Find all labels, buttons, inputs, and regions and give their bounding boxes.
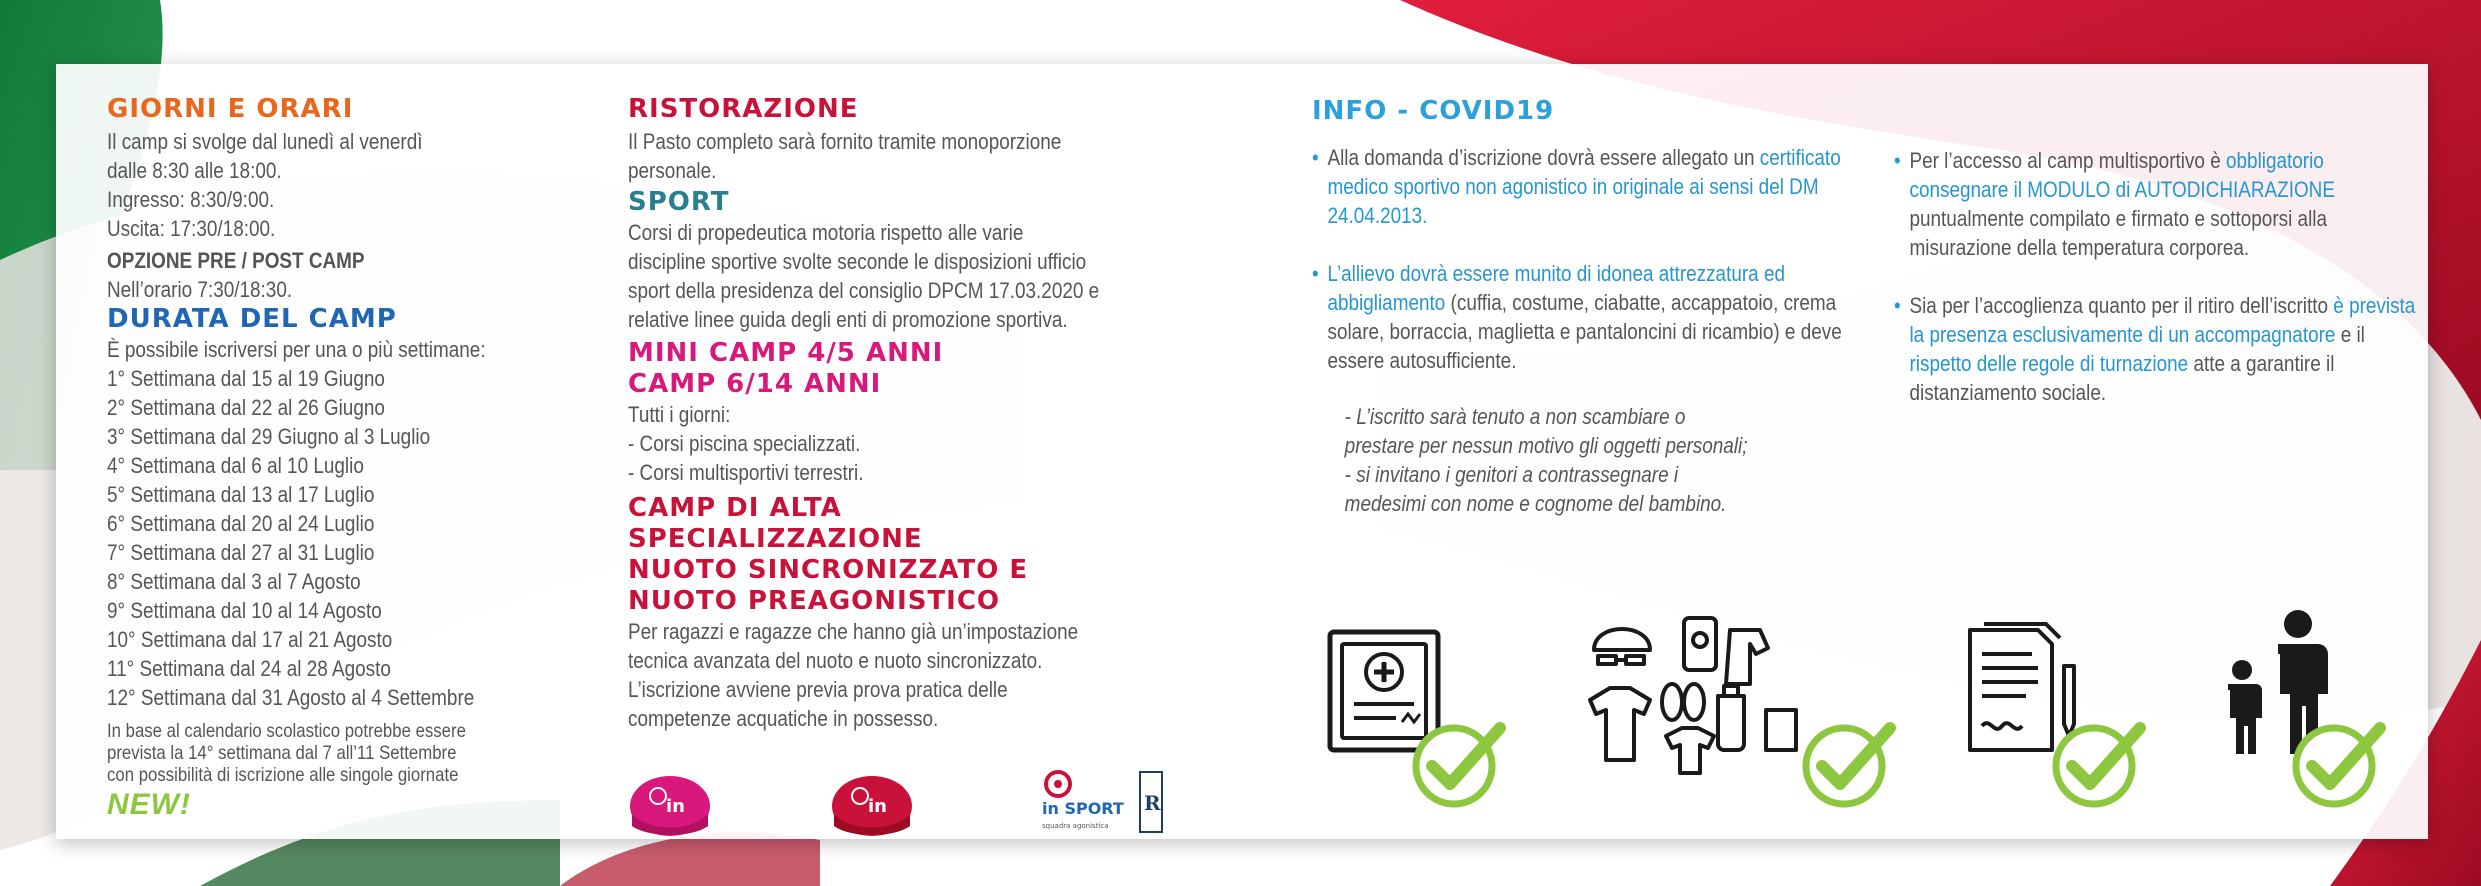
ristorazione-text [628,127,1187,185]
cap-logo-text: in [666,796,685,817]
week-item: 2° Settimana dal 22 al 26 Giugno [107,395,385,420]
bullet-highlight: è prevista la presenza esclusivamente di un accompagnatore [1909,293,2416,347]
covid-bullet-1 [1312,143,1843,230]
bullet-highlight: certificato medico sportivo non agonistico in originale ai sensi del DM 24.04.2013. [1327,145,1841,228]
text-line: competenze acquatiche in possesso. [628,706,939,731]
access-bullet-2 [1894,291,2419,407]
giorni-orari-title: GIORNI E ORARI [107,94,354,124]
giorni-line: dalle 8:30 alle 18:00. [107,158,282,183]
bullet-highlight: L’allievo dovrà essere munito di idonea attrezzatura ed abbigliamento [1327,261,1785,315]
text-line: Il Pasto completo sarà fornito tramite monoporzione [628,129,1062,154]
covid-title: INFO - COVID19 [1312,96,1555,126]
ristorazione-title: RISTORAZIONE [628,94,859,124]
week-item: 11° Settimana dal 24 al 28 Agosto [107,656,391,681]
text-line: personale. [628,158,717,183]
sport-title: SPORT [628,187,730,217]
swim-cap-logo-2 [830,766,914,836]
note-line: medesimi con nome e cognome del bambino. [1344,491,1727,516]
alta-title-line: NUOTO SINCRONIZZATO E [628,555,1029,585]
new-label: NEW! [107,788,191,821]
text-line: - Corsi multisportivi terrestri. [628,460,864,485]
column-activities [628,94,1188,733]
text-line: tecnica avanzata del nuoto e nuoto sincronizzato. [628,648,1043,673]
week-item: 5° Settimana dal 13 al 17 Luglio [107,482,375,507]
camp-title: CAMP 6/14 ANNI [628,369,882,399]
bullet-text: (cuffia, costume, ciabatte, accappatoio, crema solare, borraccia, maglietta e pantaloncini di ricambio) e deve essere autosufficiente. [1327,290,1842,373]
text-line: - Corsi piscina specializzati. [628,431,861,456]
personal-items-icon [1580,610,1820,780]
text-line: Per ragazzi e ragazze che hanno già un’impostazione [628,619,1079,644]
durata-intro: È possibile iscriversi per una o più settimane: [107,337,486,362]
covid-note [1312,402,1821,518]
alta-text [628,617,1187,733]
sport-text [628,218,1187,334]
note-line: prestare per nessun motivo gli oggetti personali; [1344,433,1748,458]
note-line: - si invitano i genitori a contrassegnare i [1344,462,1679,487]
text-line: Tutti i giorni: [628,402,731,427]
bullet-text: Per l’accesso al camp multisportivo è [1909,148,2221,173]
giorni-orari-text [107,127,586,243]
week-item: 12° Settimana dal 31 Agosto al 4 Settembre [107,685,475,710]
insport-logo-text: in SPORT [1042,799,1124,818]
column-schedule [107,94,587,822]
week-item: 7° Settimana dal 27 al 31 Luglio [107,540,375,565]
bullet-text: Sia per l’accoglienza quanto per il ritiro dell’iscritto [1909,293,2329,318]
opzione-title: OPZIONE PRE / POST CAMP [107,248,365,273]
bullet-text: e il [2340,322,2365,347]
giorni-line: Il camp si svolge dal lunedì al venerdì [107,129,423,154]
durata-title: DURATA DEL CAMP [107,304,397,334]
green-check-icon [1410,722,1506,808]
text-line: discipline sportive svolte seconde le disposizioni ufficio [628,249,1087,274]
note-line: con possibilità di iscrizione alle singole giornate [107,764,459,786]
insport-logo-sub: squadra agonistica [1042,822,1109,830]
text-line: sport della presidenza del consiglio DPCM 17.03.2020 e [628,278,1100,303]
alta-title-line: NUOTO PREAGONISTICO [628,586,1001,616]
giorni-line: Uscita: 17:30/18:00. [107,216,276,241]
opzione-text: Nell’orario 7:30/18:30. [107,277,293,302]
week-item: 3° Settimana dal 29 Giugno al 3 Luglio [107,424,431,449]
column-access [1894,146,2416,407]
bullet-highlight: rispetto delle regole di turnazione [1909,351,2189,376]
access-bullet-1 [1894,146,2419,262]
bullet-text: puntualmente compilato e firmato e sottoporsi alla misurazione della temperatura corporea. [1909,206,2327,260]
week-item: 4° Settimana dal 6 al 10 Luglio [107,453,364,478]
covid-bullet-2 [1312,259,1843,375]
r-logo-text: R [1144,791,1161,815]
cap-logo-text: in [868,796,887,817]
week-item: 9° Settimana dal 10 al 14 Agosto [107,598,382,623]
note-line: prevista la 14° settimana dal 7 all’11 Settembre [107,742,457,764]
alta-title-line: CAMP DI ALTA [628,493,842,523]
minicamp-title: MINI CAMP 4/5 ANNI [628,338,944,368]
bullet-text: atte a garantire il distanziamento sociale. [1909,351,2335,405]
column-covid [1312,96,1842,518]
text-line: L’iscrizione avviene previa prova pratica delle [628,677,1008,702]
bullet-highlight: obbligatorio consegnare il MODULO di AUTODICHIARAZIONE [1909,148,2335,202]
week-item: 6° Settimana dal 20 al 24 Luglio [107,511,375,536]
alta-title [628,493,1188,617]
camp-text [628,400,1187,487]
weeks-list [107,364,586,712]
green-check-icon [2050,722,2146,808]
swim-cap-logo-1 [628,766,712,836]
note-line: In base al calendario scolastico potrebbe essere [107,720,466,742]
text-line: Corsi di propedeutica motoria rispetto alle varie [628,220,1024,245]
bullet-text: Alla domanda d’iscrizione dovrà essere allegato un [1327,145,1755,170]
note-line: - L’iscritto sarà tenuto a non scambiare o [1344,404,1686,429]
alta-title-line: SPECIALIZZAZIONE [628,524,923,554]
week-item: 10° Settimana dal 17 al 21 Agosto [107,627,393,652]
text-line: relative linee guida degli enti di promozione sportiva. [628,307,1068,332]
insport-logo [1036,766,1168,838]
giorni-line: Ingresso: 8:30/9:00. [107,187,275,212]
week-item: 8° Settimana dal 3 al 7 Agosto [107,569,361,594]
calendar-note [107,720,586,786]
green-check-icon [2290,722,2386,808]
week-item: 1° Settimana dal 15 al 19 Giugno [107,366,385,391]
green-check-icon [1800,722,1896,808]
